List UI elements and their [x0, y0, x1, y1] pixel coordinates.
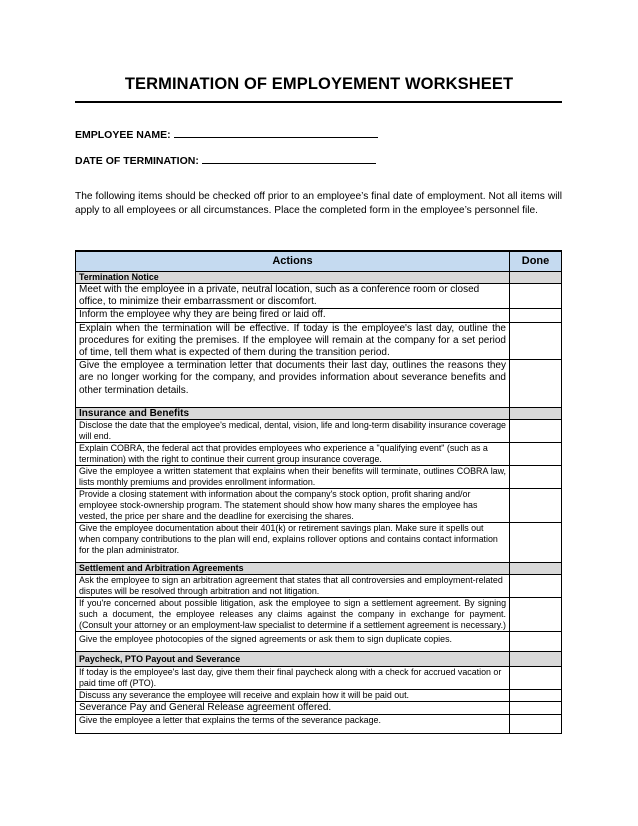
- section-heading: Paycheck, PTO Payout and Severance: [76, 651, 510, 666]
- table-row: [76, 488, 562, 522]
- action-text: Inform the employee why they are being fired or laid off.: [76, 309, 510, 322]
- done-checkbox-cell[interactable]: [510, 322, 562, 360]
- done-column-header: Done: [510, 251, 562, 272]
- table-row: [76, 574, 562, 597]
- table-row: [76, 360, 562, 408]
- action-text: Discuss any severance the employee will receive and explain how it will be paid out.: [76, 689, 510, 701]
- title-divider: [75, 101, 562, 103]
- table-row: [76, 666, 562, 689]
- action-text: Explain COBRA, the federal act that provides employees who experience a "qualifying event" (such as a termination) with the right to continue their current group insurance coverage.: [76, 442, 510, 465]
- action-text: If today is the employee's last day, give them their final paycheck along with a check for accrued vacation or paid time off (PTO).: [76, 666, 510, 689]
- table-row: [76, 522, 562, 562]
- action-text: Give the employee a written statement that explains when their benefits will terminate, outlines COBRA law, lists monthly premiums and provides enrollment information.: [76, 465, 510, 488]
- done-checkbox-cell[interactable]: [510, 689, 562, 701]
- done-checkbox-cell[interactable]: [510, 597, 562, 631]
- done-checkbox-cell[interactable]: [510, 488, 562, 522]
- table-row: [76, 631, 562, 651]
- action-text: Meet with the employee in a private, neutral location, such as a conference room or closed office, to minimize their embarrassment or discomfort.: [76, 284, 510, 309]
- section-heading: Insurance and Benefits: [76, 407, 510, 419]
- actions-column-header: Actions: [76, 251, 510, 272]
- table-row: [76, 419, 562, 442]
- table-row: [76, 701, 562, 714]
- table-row: [76, 442, 562, 465]
- section-done-cell: [510, 272, 562, 284]
- section-heading: Settlement and Arbitration Agreements: [76, 562, 510, 574]
- done-checkbox-cell[interactable]: [510, 360, 562, 408]
- employee-name-field: [75, 128, 378, 141]
- intro-paragraph: The following items should be checked off prior to an employee’s final date of employment. Not all items will apply to all employees or all circumstances. Place the completed form in the employee’s personnel file.: [75, 191, 562, 216]
- table-row: [76, 597, 562, 631]
- done-checkbox-cell[interactable]: [510, 666, 562, 689]
- done-checkbox-cell[interactable]: [510, 309, 562, 322]
- termination-checklist-table: [75, 250, 562, 734]
- done-checkbox-cell[interactable]: [510, 631, 562, 651]
- action-text: Give the employee photocopies of the signed agreements or ask them to sign duplicate copies.: [76, 631, 510, 651]
- section-heading-row: [76, 651, 562, 666]
- done-checkbox-cell[interactable]: [510, 701, 562, 714]
- done-checkbox-cell[interactable]: [510, 522, 562, 562]
- done-checkbox-cell[interactable]: [510, 419, 562, 442]
- table-header-row: [76, 251, 562, 272]
- section-heading-row: [76, 272, 562, 284]
- table-row: [76, 715, 562, 734]
- done-checkbox-cell[interactable]: [510, 715, 562, 734]
- done-checkbox-cell[interactable]: [510, 465, 562, 488]
- table-row: [76, 689, 562, 701]
- action-text: Explain when the termination will be effective. If today is the employee's last day, outline the procedures for exiting the premises. If the employee will remain at the company for a set period of time, tell them what is expected of them during the transition period.: [76, 322, 510, 360]
- action-text: Severance Pay and General Release agreement offered.: [76, 701, 510, 714]
- done-checkbox-cell[interactable]: [510, 574, 562, 597]
- done-checkbox-cell[interactable]: [510, 442, 562, 465]
- section-done-cell: [510, 407, 562, 419]
- action-text: Give the employee documentation about their 401(k) or retirement savings plan. Make sure it spells out when company contributions to the plan will end, explains rollover options and contains contact information for the plan administrator.: [76, 522, 510, 562]
- termination-date-blank[interactable]: [202, 154, 376, 164]
- section-heading-row: [76, 407, 562, 419]
- done-checkbox-cell[interactable]: [510, 284, 562, 309]
- employee-name-label: EMPLOYEE NAME:: [75, 129, 171, 141]
- action-text: Ask the employee to sign an arbitration agreement that states that all controversies and employment-related disputes will be resolved through arbitration and not litigation.: [76, 574, 510, 597]
- action-text: Give the employee a letter that explains the terms of the severance package.: [76, 715, 510, 734]
- worksheet-title: TERMINATION OF EMPLOYEMENT WORKSHEET: [124, 75, 514, 93]
- table-row: [76, 309, 562, 322]
- action-text: Give the employee a termination letter that documents their last day, outlines the reasons they are no longer working for the company, and provides information about severance benefits and other termination details.: [76, 360, 510, 408]
- section-done-cell: [510, 651, 562, 666]
- table-row: [76, 284, 562, 309]
- table-row: [76, 322, 562, 360]
- termination-date-label: DATE OF TERMINATION:: [75, 155, 199, 167]
- table-row: [76, 465, 562, 488]
- section-heading: Termination Notice: [76, 272, 510, 284]
- termination-date-field: [75, 154, 376, 167]
- employee-name-blank[interactable]: [174, 128, 378, 138]
- action-text: Disclose the date that the employee's medical, dental, vision, life and long-term disability insurance coverage will end.: [76, 419, 510, 442]
- section-heading-row: [76, 562, 562, 574]
- section-done-cell: [510, 562, 562, 574]
- action-text: Provide a closing statement with information about the company's stock option, profit sharing and/or employee stock-ownership program. The statement should show how many shares the employee has vested, the price per share and the deadline for exercising the shares.: [76, 488, 510, 522]
- action-text: If you're concerned about possible litigation, ask the employee to sign a settlement agreement. By signing such a document, the employee releases any claims against the company in exchange for payment. (Consult your attorney or an employment-law specialist to determine if a settlement agreement is necessary.): [76, 597, 510, 631]
